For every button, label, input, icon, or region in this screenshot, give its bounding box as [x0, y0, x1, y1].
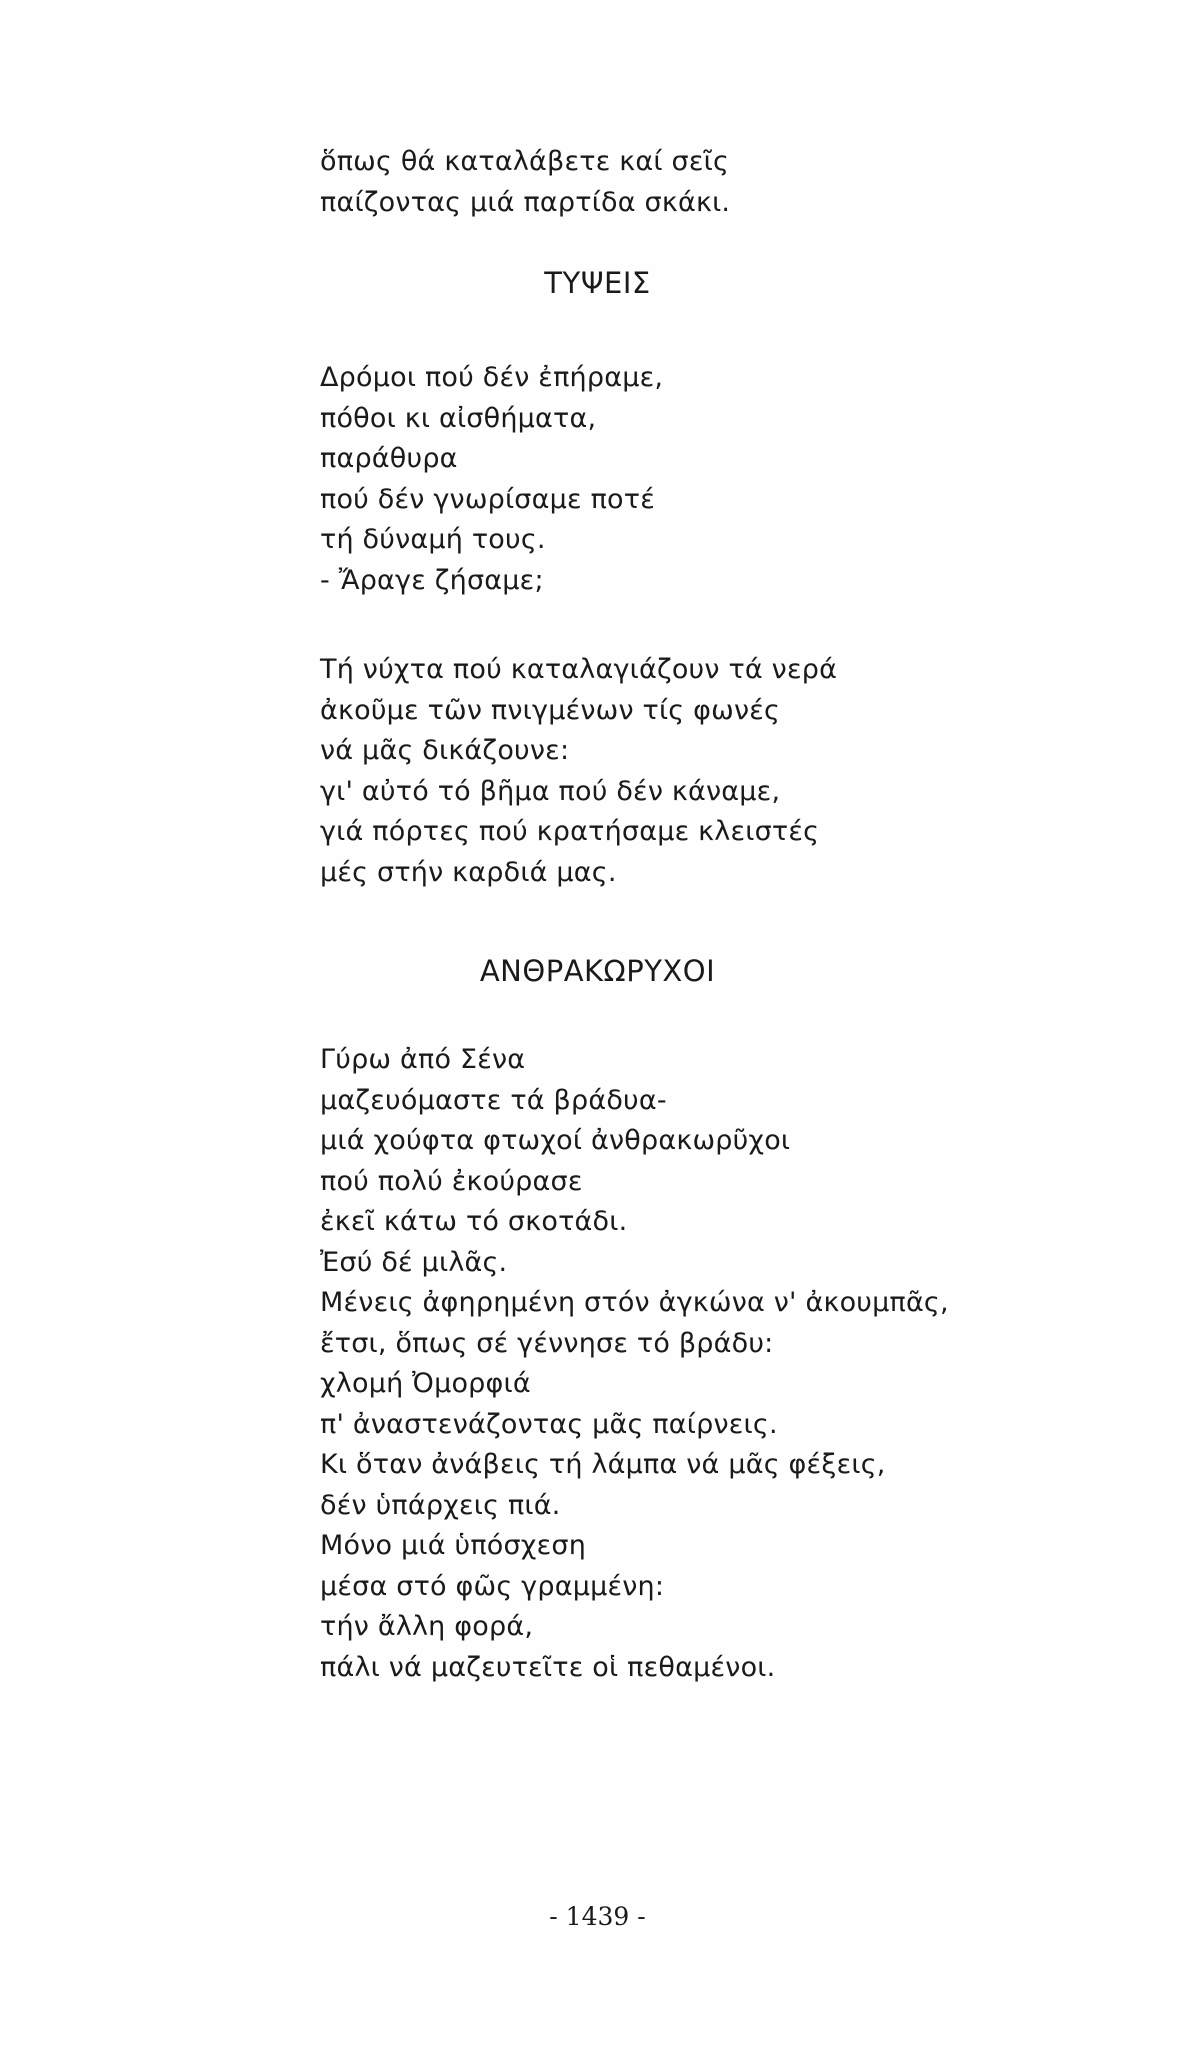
poem-line: Τή νύχτα πού καταλαγιάζουν τά νερά: [320, 654, 838, 685]
poem-line: πόθοι κι αἰσθήματα,: [320, 402, 597, 434]
poem-line: νά μᾶς δικάζουνε:: [320, 735, 570, 766]
poem-line: Γύρω ἀπό Σένα: [320, 1044, 526, 1075]
poem-line: μέσα στό φῶς γραμμένη:: [320, 1570, 665, 1602]
page-number: - 1439 -: [549, 1902, 646, 1931]
poem-line: τήν ἄλλη φορά,: [320, 1611, 534, 1642]
poem-title-anthrakoryxoi: ΑΝΘΡΑΚΩΡΥΧΟΙ: [479, 954, 716, 988]
poem-line: χλομή Ὀμορφιά: [320, 1368, 531, 1399]
poem-line: π' ἀναστενάζοντας μᾶς παίρνεις.: [320, 1408, 778, 1440]
poem-title-typseis: ΤΥΨΕΙΣ: [544, 266, 651, 300]
poem-line: γιά πόρτες πού κρατήσαμε κλειστές: [320, 816, 820, 847]
poem-line: ἀκοῦμε τῶν πνιγμένων τίς φωνές: [320, 694, 781, 726]
poem-line: μές στήν καρδιά μας.: [320, 856, 617, 888]
poem-line: μαζευόμαστε τά βράδυα-: [320, 1084, 667, 1116]
poem-typseis-stanza-2: [320, 650, 1040, 893]
poem-line: Μένεις ἀφηρημένη στόν ἀγκώνα ν' ἀκουμπᾶς,: [320, 1287, 949, 1318]
poem-line: ἔτσι, ὅπως σέ γέννησε τό βράδυ:: [320, 1327, 774, 1359]
poem-line: πάλι νά μαζευτεῖτε οἱ πεθαμένοι.: [320, 1651, 776, 1683]
poem-typseis-stanza-1: [320, 358, 1040, 601]
poem-line: γι' αὐτό τό βῆμα πού δέν κάναμε,: [320, 775, 781, 807]
poem-anthrakoryxoi-body: [320, 1040, 1040, 1688]
poem-line: - Ἄραγε ζήσαμε;: [320, 564, 544, 596]
poem-line: πού πολύ ἐκούρασε: [320, 1165, 583, 1197]
poem-line: Κι ὅταν ἀνάβεις τή λάμπα νά μᾶς φέξεις,: [320, 1449, 886, 1480]
poem-line: ὅπως θά καταλάβετε καί σεῖς: [320, 146, 730, 177]
poem-line: ἐκεῖ κάτω τό σκοτάδι.: [320, 1206, 628, 1237]
poem-line: Μόνο μιά ὑπόσχεση: [320, 1530, 587, 1561]
poem-line: Δρόμοι πού δέν ἐπήραμε,: [320, 362, 664, 393]
poem-line: μιά χούφτα φτωχοί ἀνθρακωρῦχοι: [320, 1125, 791, 1156]
poem-line: παίζοντας μιά παρτίδα σκάκι.: [320, 186, 731, 218]
poem-line: τή δύναμή τους.: [320, 524, 546, 555]
intro-lines: [320, 142, 1040, 223]
poem-line: παράθυρα: [320, 443, 458, 474]
poem-line: δέν ὑπάρχεις πιά.: [320, 1489, 561, 1521]
poem-line: πού δέν γνωρίσαμε ποτέ: [320, 483, 655, 515]
poem-line: Ἐσύ δέ μιλᾶς.: [320, 1246, 508, 1278]
